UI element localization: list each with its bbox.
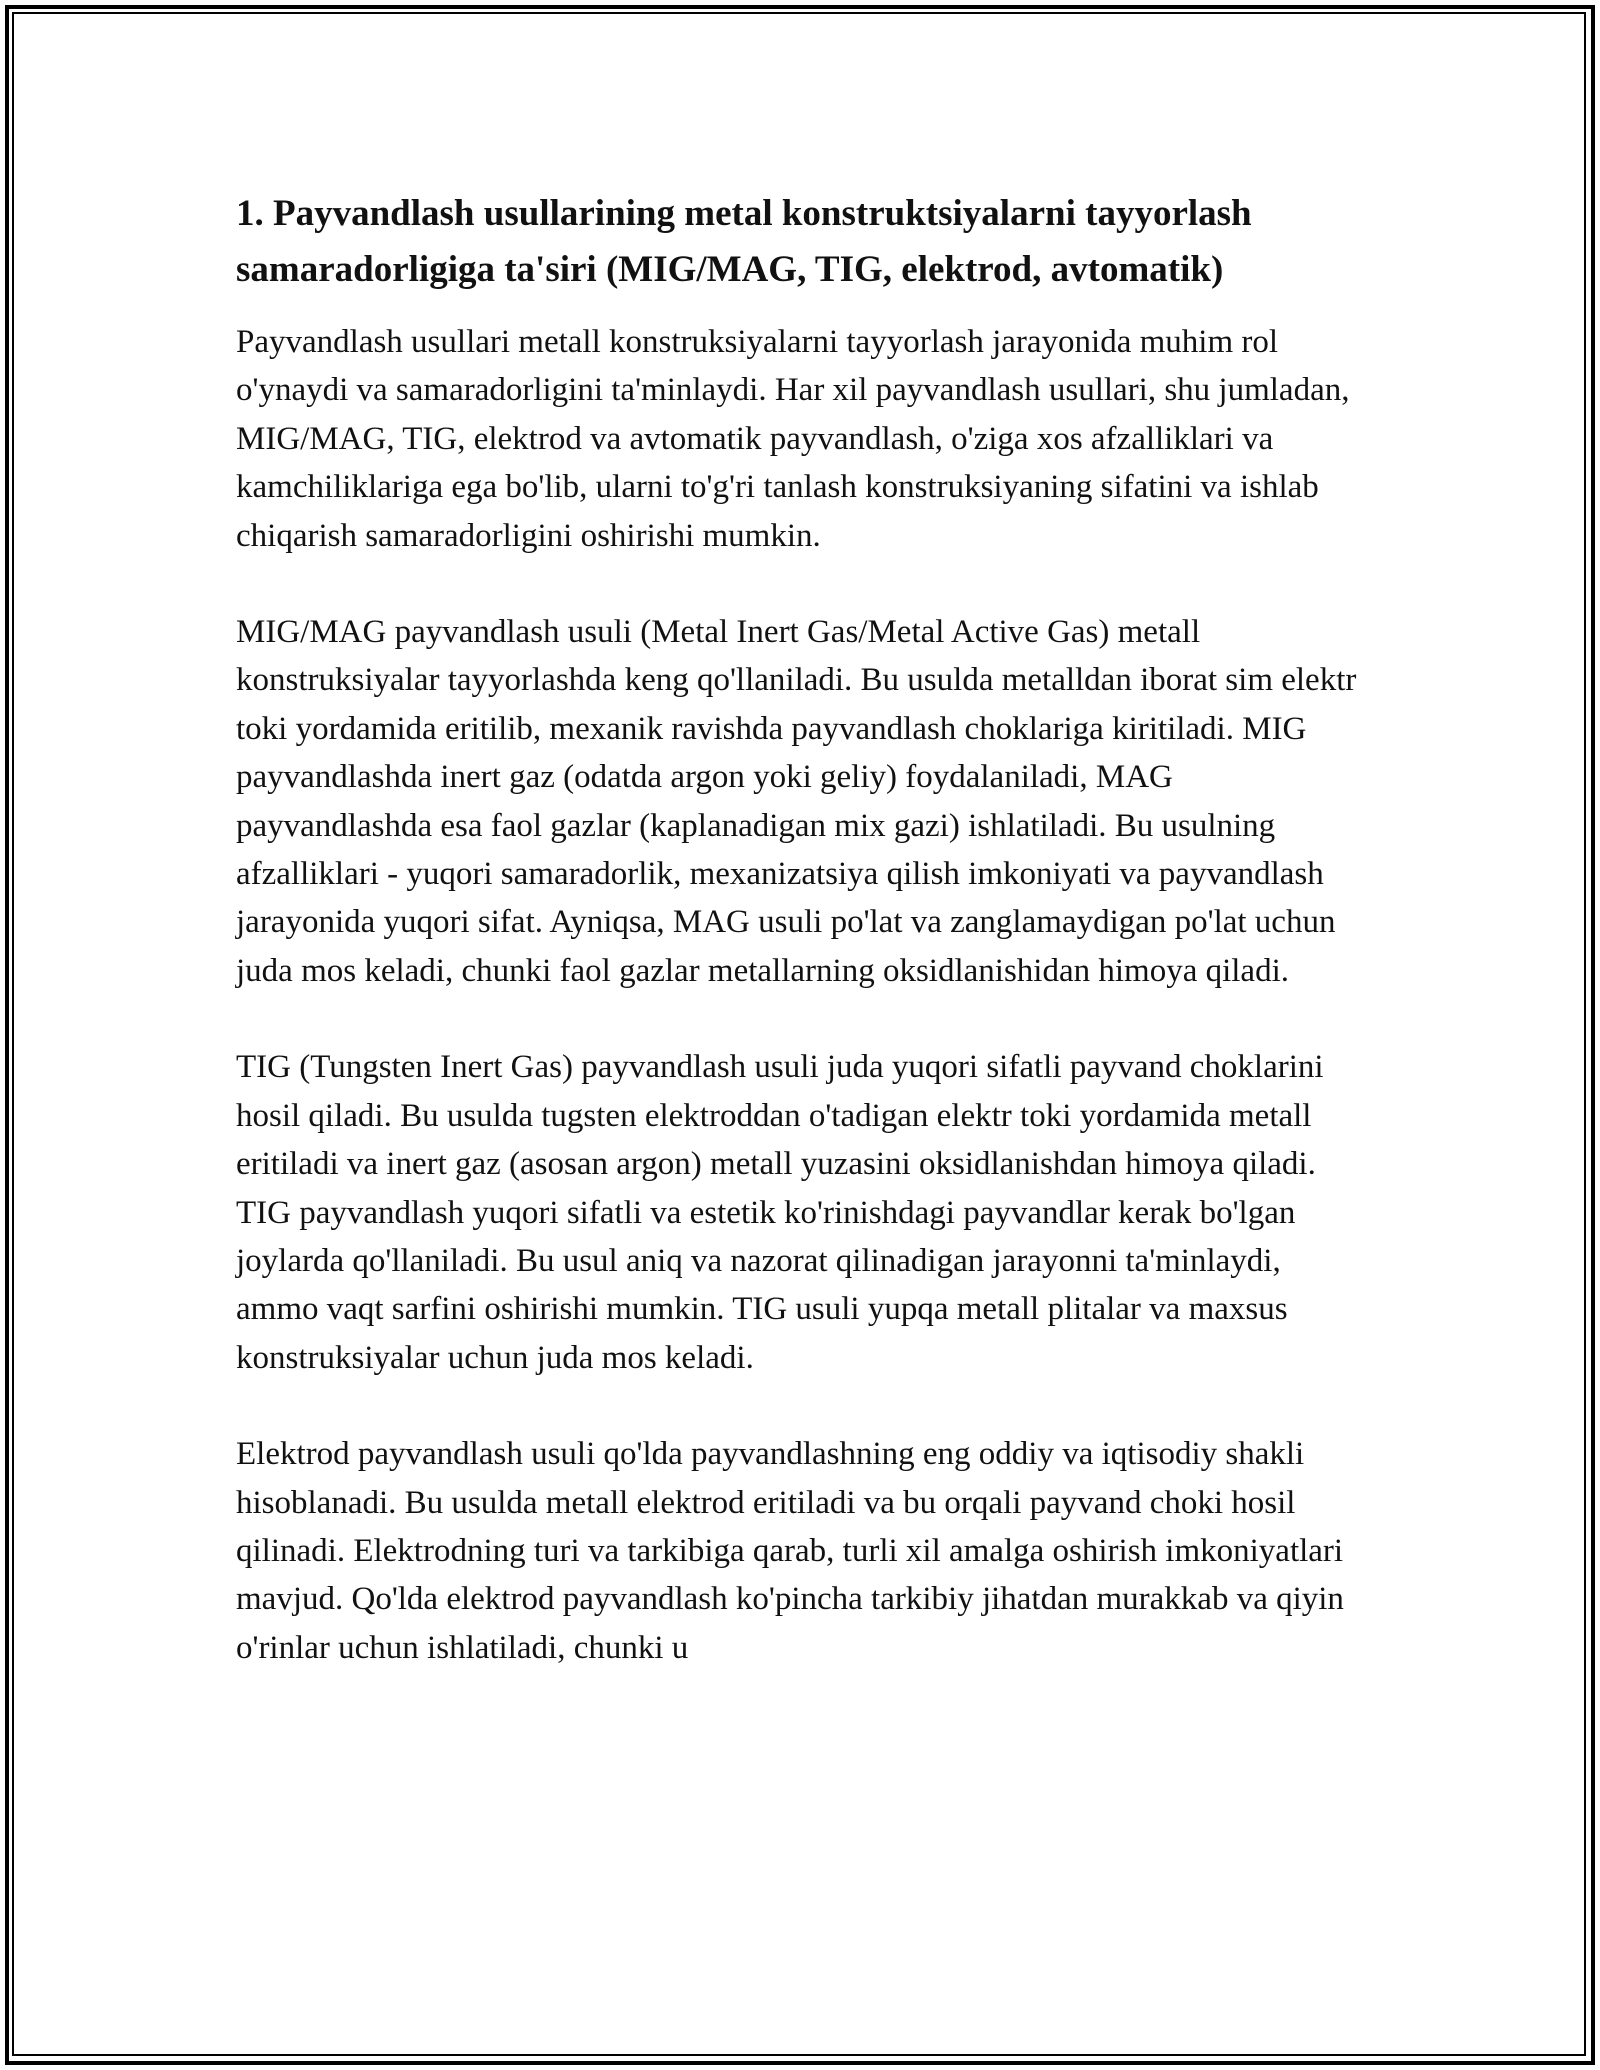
paragraph-mig-mag: MIG/MAG payvandlash usuli (Metal Inert Gas/Metal Active Gas) metall konstruksiyalar tayyorlashda keng qo'llaniladi. Bu usulda metalldan iborat sim elektr toki yordamida eritilib, mexanik ravishda payvandlash choklariga kiritiladi. MIG payvandlashda inert gaz (odatda argon yoki geliy) foydalaniladi, MAG payvandlashda esa faol gazlar (kaplanadigan mix gazi) ishlatiladi. Bu usulning afzalliklari - yuqori samaradorlik, mexanizatsiya qilish imkoniyati va payvandlash jarayonida yuqori sifat. Ayniqsa, MAG usuli po'lat va zanglamaydigan po'lat uchun juda mos keladi, chunki faol gazlar metallarning oksidlanishidan himoya qiladi. [236, 614, 1357, 989]
document-body [236, 186, 1366, 1720]
paragraph-electrode: Elektrod payvandlash usuli qo'lda payvandlashning eng oddiy va iqtisodiy shakli hisoblanadi. Bu usulda metall elektrod eritiladi va bu orqali payvand choki hosil qilinadi. Elektrodning turi va tarkibiga qarab, turli xil amalga oshirish imkoniyatlari mavjud. Qo'lda elektrod payvandlash ko'pincha tarkibiy jihatdan murakkab va qiyin o'rinlar uchun ishlatiladi, chunki u [236, 1436, 1344, 1666]
paragraph-intro: Payvandlash usullari metall konstruksiyalarni tayyorlash jarayonida muhim rol o'ynaydi va samaradorligini ta'minlaydi. Har xil payvandlash usullari, shu jumladan, MIG/MAG, TIG, elektrod va avtomatik payvandlash, o'ziga xos afzalliklari va kamchiliklariga ega bo'lib, ularni to'g'ri tanlash konstruksiyaning sifatini va ishlab chiqarish samaradorligini oshirishi mumkin. [236, 324, 1350, 554]
section-title: 1. Payvandlash usullarining metal konstruktsiyalarni tayyorlash samaradorligiga ta'siri (MIG/MAG, TIG, elektrod, avtomatik) [236, 193, 1252, 290]
paragraph-tig: TIG (Tungsten Inert Gas) payvandlash usuli juda yuqori sifatli payvand choklarini hosil qiladi. Bu usulda tugsten elektroddan o'tadigan elektr toki yordamida metall eritiladi va inert gaz (asosan argon) metall yuzasini oksidlanishdan himoya qiladi. TIG payvandlash yuqori sifatli va estetik ko'rinishdagi payvandlar kerak bo'lgan joylarda qo'llaniladi. Bu usul aniq va nazorat qilinadigan jarayonni ta'minlaydi, ammo vaqt sarfini oshirishi mumkin. TIG usuli yupqa metall plitalar va maxsus konstruksiyalar uchun juda mos keladi. [236, 1049, 1324, 1376]
